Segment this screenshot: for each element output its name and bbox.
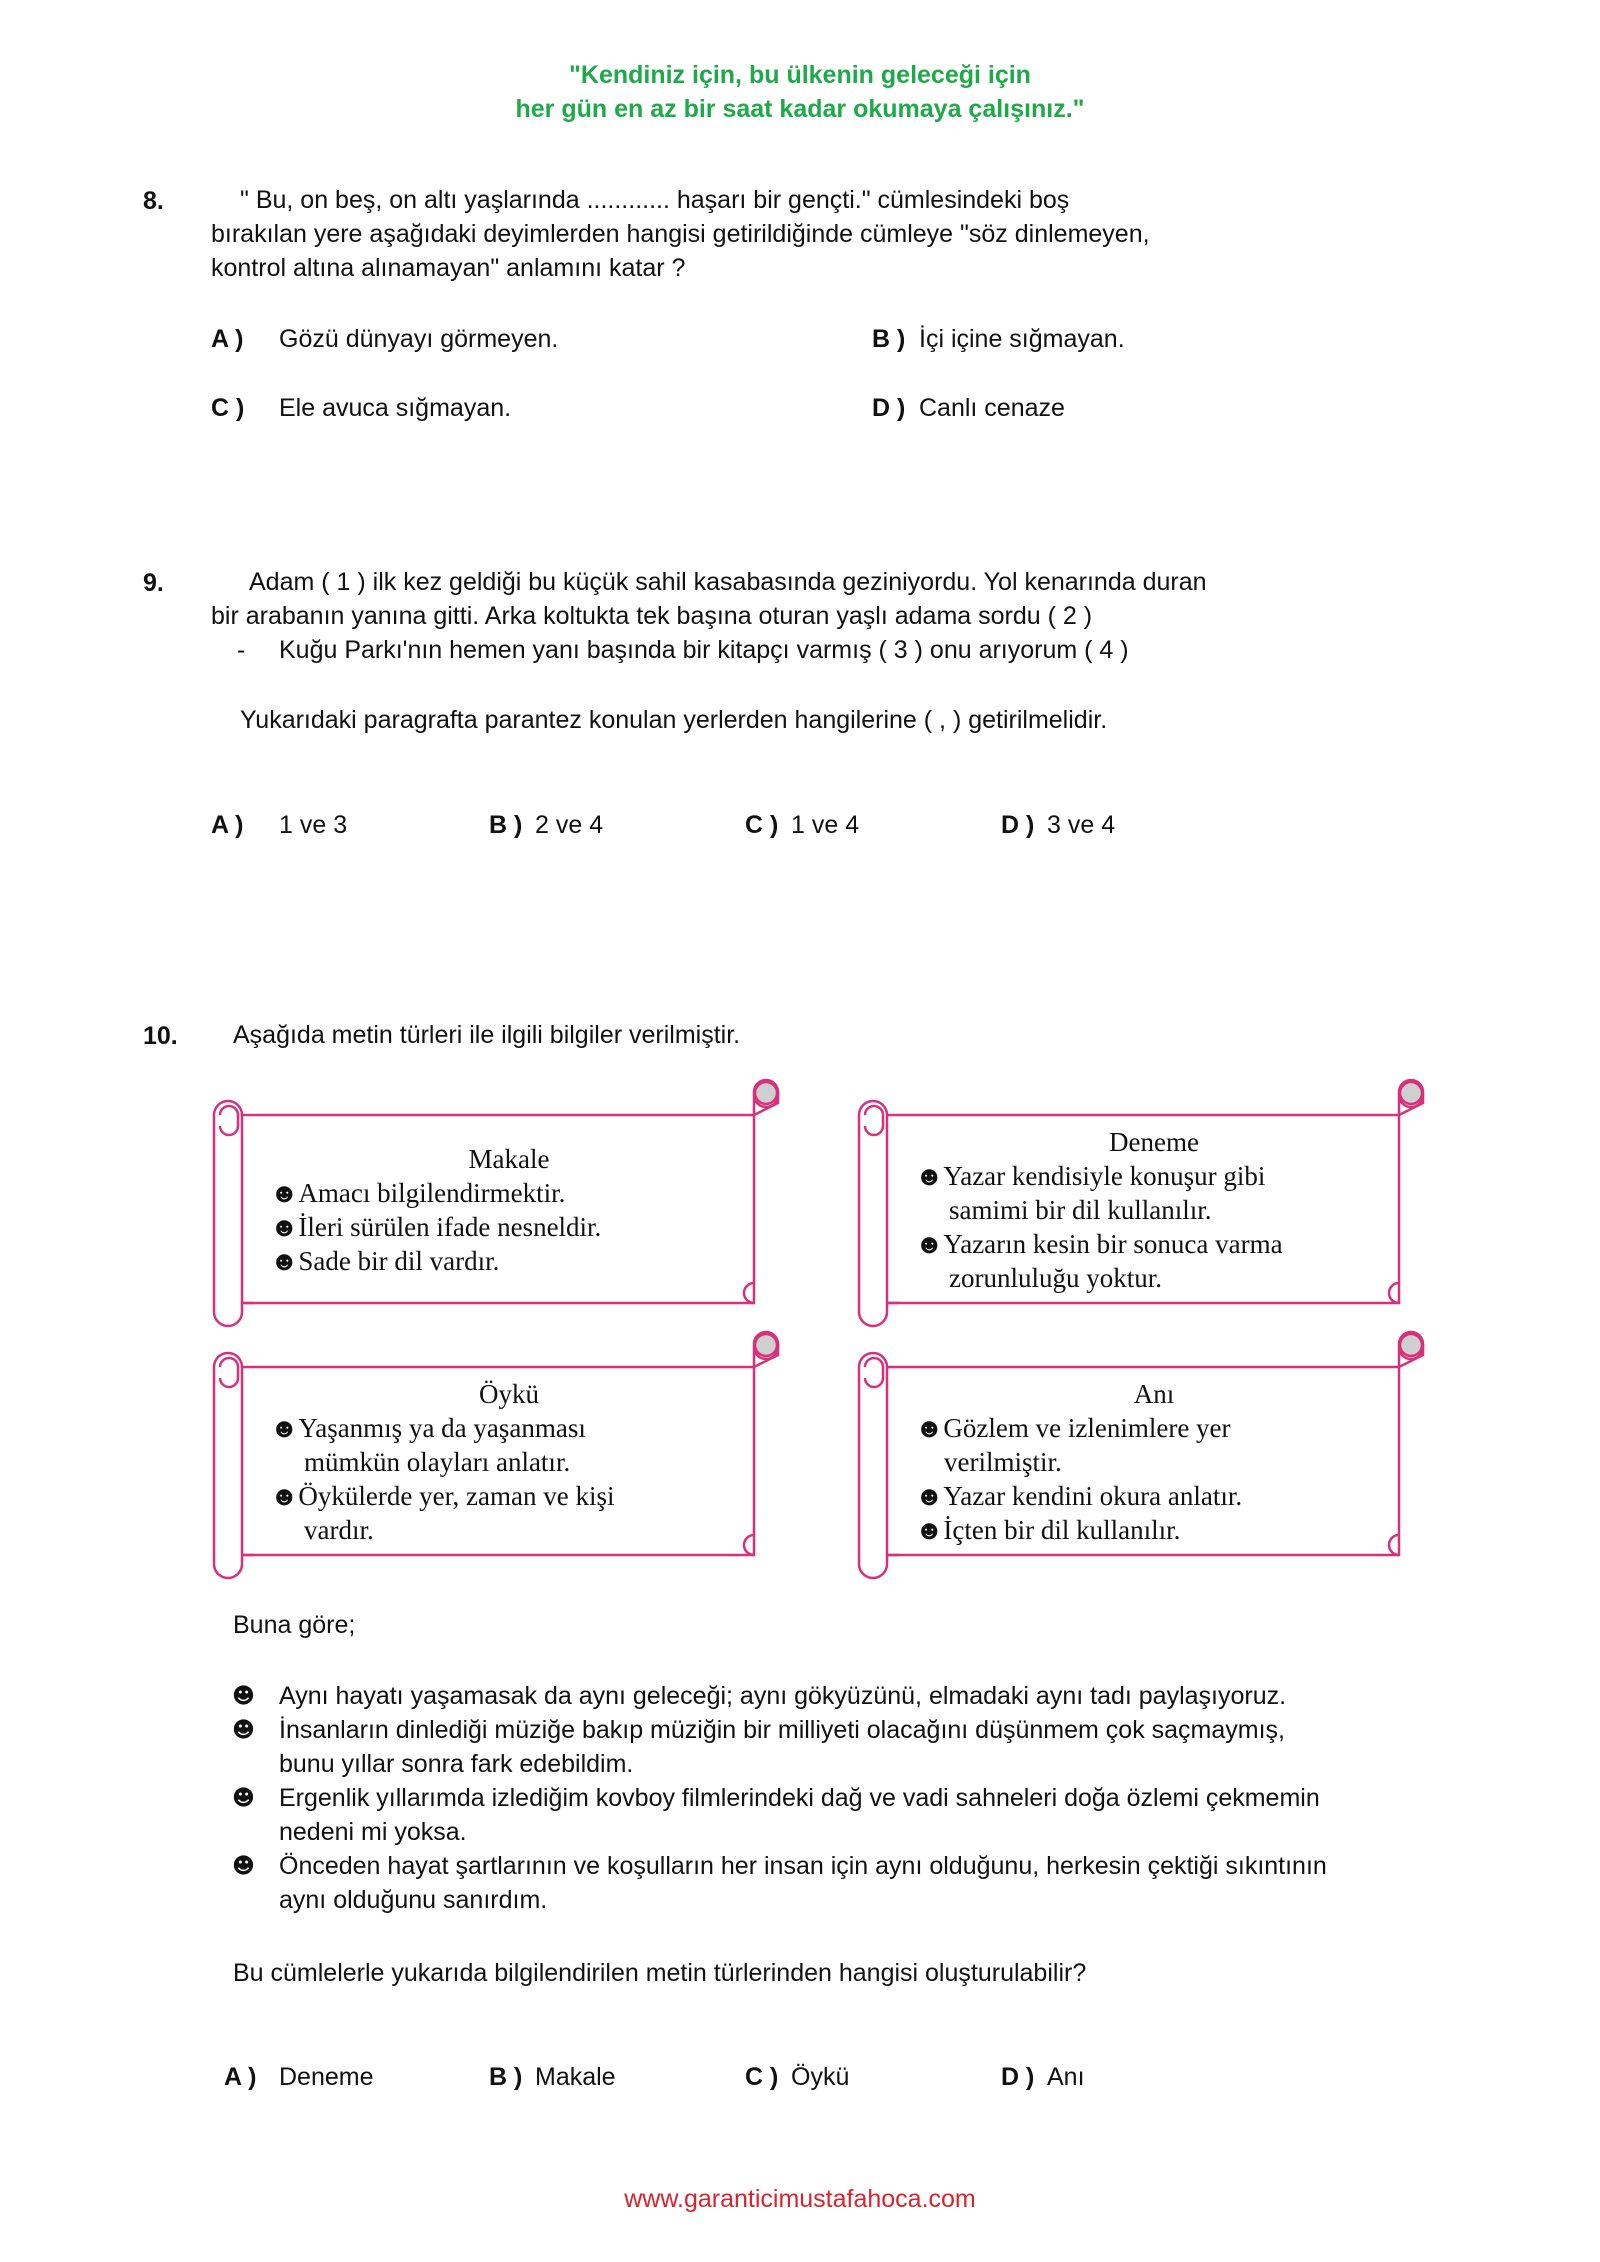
option-text: 1 ve 3 (279, 811, 348, 839)
option-a[interactable] (224, 2060, 374, 2094)
question-number: 9. (143, 569, 164, 597)
sentence-line: nedeni mi yoksa. (279, 1818, 467, 1846)
option-letter: B ) (489, 2063, 523, 2091)
scroll-line: ☻Sade bir dil vardır. (270, 1246, 500, 1276)
scroll-title: Makale (468, 1144, 550, 1174)
scroll-line: ☻İleri sürülen ifade nesneldir. (270, 1212, 602, 1242)
option-letter: A ) (211, 325, 244, 353)
option-d[interactable] (1001, 808, 1116, 842)
question-intro: Aşağıda metin türleri ile ilgili bilgiler verilmiştir. (233, 1021, 741, 1049)
bullet-icon: ☻ (232, 1854, 255, 1879)
option-letter: B ) (489, 811, 523, 839)
option-a[interactable] (211, 322, 559, 356)
option-text: Makale (535, 2063, 616, 2091)
scroll-line: ☻Yazar kendini okura anlatır. (915, 1481, 1243, 1511)
sentence-line: Aynı hayatı yaşamasak da aynı geleceği; aynı gökyüzünü, elmadaki aynı tadı paylaşıyoruz. (279, 1682, 1287, 1710)
motto-line-1: "Kendiniz için, bu ülkenin geleceği için (569, 61, 1031, 89)
scroll-curl (1400, 1334, 1422, 1356)
scroll-line: ☻Yazarın kesin bir sonuca varma (915, 1229, 1283, 1259)
paragraph-line: bir arabanın yanına gitti. Arka koltukta tek başına oturan yaşlı adama sordu ( 2 ) (211, 602, 1093, 630)
scroll-curl (755, 1334, 777, 1356)
footer-url-link[interactable]: www.garanticimustafahoca.com (624, 2185, 976, 2213)
scroll-curl (755, 1082, 777, 1104)
buna-gore: Buna göre; (233, 1611, 356, 1639)
question-number: 8. (143, 187, 164, 215)
option-a[interactable] (211, 808, 348, 842)
sentence-line: aynı olduğunu sanırdım. (279, 1886, 548, 1914)
option-text: 1 ve 4 (791, 811, 860, 839)
option-text: Ele avuca sığmayan. (279, 394, 512, 422)
option-text: Canlı cenaze (919, 394, 1065, 422)
option-d[interactable] (872, 391, 1065, 425)
scroll-oyku (214, 1334, 780, 1590)
option-c[interactable] (745, 808, 860, 842)
scroll-ani (859, 1334, 1425, 1590)
scroll-line: vardır. (304, 1515, 374, 1545)
scroll-title: Deneme (1109, 1127, 1199, 1157)
option-letter: B ) (872, 325, 906, 353)
paragraph-line: Adam ( 1 ) ilk kez geldiği bu küçük sahil kasabasında geziniyordu. Yol kenarında duran (249, 568, 1207, 596)
option-text: Gözü dünyayı görmeyen. (279, 325, 559, 353)
option-c[interactable] (211, 391, 512, 425)
scroll-line: zorunluluğu yoktur. (949, 1263, 1162, 1293)
scroll-deneme (859, 1082, 1425, 1338)
option-text: Deneme (279, 2063, 374, 2091)
option-letter: A ) (211, 811, 244, 839)
option-text: Anı (1047, 2063, 1085, 2091)
question-text: Yukarıdaki paragrafta parantez konulan yerlerden hangilerine ( , ) getirilmelidir. (240, 706, 1108, 734)
option-letter: C ) (211, 394, 245, 422)
question-number: 10. (143, 1022, 178, 1050)
option-letter: A ) (224, 2063, 257, 2091)
option-letter: D ) (1001, 811, 1035, 839)
option-text: 3 ve 4 (1047, 811, 1116, 839)
scroll-curl (1400, 1082, 1422, 1104)
scroll-title: Anı (1133, 1379, 1175, 1409)
option-b[interactable] (489, 2060, 616, 2094)
scroll-line: ☻Gözlem ve izlenimlere yer (915, 1413, 1231, 1443)
sentence-line: İnsanların dinlediği müziğe bakıp müziğin bir milliyeti olacağını düşünmem çok saçmaymış, (279, 1716, 1285, 1744)
scroll-line: ☻Amacı bilgilendirmektir. (270, 1178, 566, 1208)
scroll-title: Öykü (479, 1379, 539, 1409)
option-b[interactable] (872, 322, 1125, 356)
option-letter: D ) (872, 394, 906, 422)
scroll-line: mümkün olayları anlatır. (304, 1447, 571, 1477)
option-c[interactable] (745, 2060, 850, 2094)
bullet-icon: ☻ (232, 1718, 255, 1743)
sentence-line: bunu yıllar sonra fark edebildim. (279, 1750, 634, 1778)
option-d[interactable] (1001, 2060, 1085, 2094)
dialogue-dash: - (237, 636, 246, 664)
scroll-line: samimi bir dil kullanılır. (949, 1195, 1212, 1225)
question-text-line: kontrol altına alınamayan" anlamını katar ? (211, 254, 686, 282)
option-text: İçi içine sığmayan. (919, 325, 1125, 353)
sentence-line: Önceden hayat şartlarının ve koşulların her insan için aynı olduğunu, herkesin çektiği sıkıntının (279, 1852, 1327, 1880)
sentence-line: Ergenlik yıllarımda izlediğim kovboy filmlerindeki dağ ve vadi sahneleri doğa özlemi çekmemin (279, 1784, 1320, 1812)
option-letter: D ) (1001, 2063, 1035, 2091)
question-text: Bu cümlelerle yukarıda bilgilendirilen metin türlerinden hangisi oluşturulabilir? (233, 1959, 1087, 1987)
option-text: Öykü (791, 2063, 850, 2091)
motto-line-2: her gün en az bir saat kadar okumaya çalışınız." (515, 95, 1085, 123)
option-b[interactable] (489, 808, 604, 842)
bullet-icon: ☻ (232, 1786, 255, 1811)
bullet-icon: ☻ (232, 1684, 255, 1709)
option-letter: C ) (745, 811, 779, 839)
scroll-line: ☻Öykülerde yer, zaman ve kişi (270, 1481, 615, 1511)
scroll-line: ☻Yazar kendisiyle konuşur gibi (915, 1161, 1266, 1191)
question-text-line: " Bu, on beş, on altı yaşlarında ............ haşarı bir gençti." cümlesindeki boş (240, 186, 1070, 214)
scroll-line: ☻Yaşanmış ya da yaşanması (270, 1413, 586, 1443)
question-text-line: bırakılan yere aşağıdaki deyimlerden hangisi getirildiğinde cümleye "söz dinlemeyen, (211, 220, 1150, 248)
option-letter: C ) (745, 2063, 779, 2091)
paragraph-line: Kuğu Parkı'nın hemen yanı başında bir kitapçı varmış ( 3 ) onu arıyorum ( 4 ) (279, 636, 1129, 664)
option-text: 2 ve 4 (535, 811, 604, 839)
scroll-line: ☻İçten bir dil kullanılır. (915, 1515, 1181, 1545)
scroll-line: verilmiştir. (944, 1447, 1062, 1477)
scroll-makale (214, 1082, 780, 1338)
